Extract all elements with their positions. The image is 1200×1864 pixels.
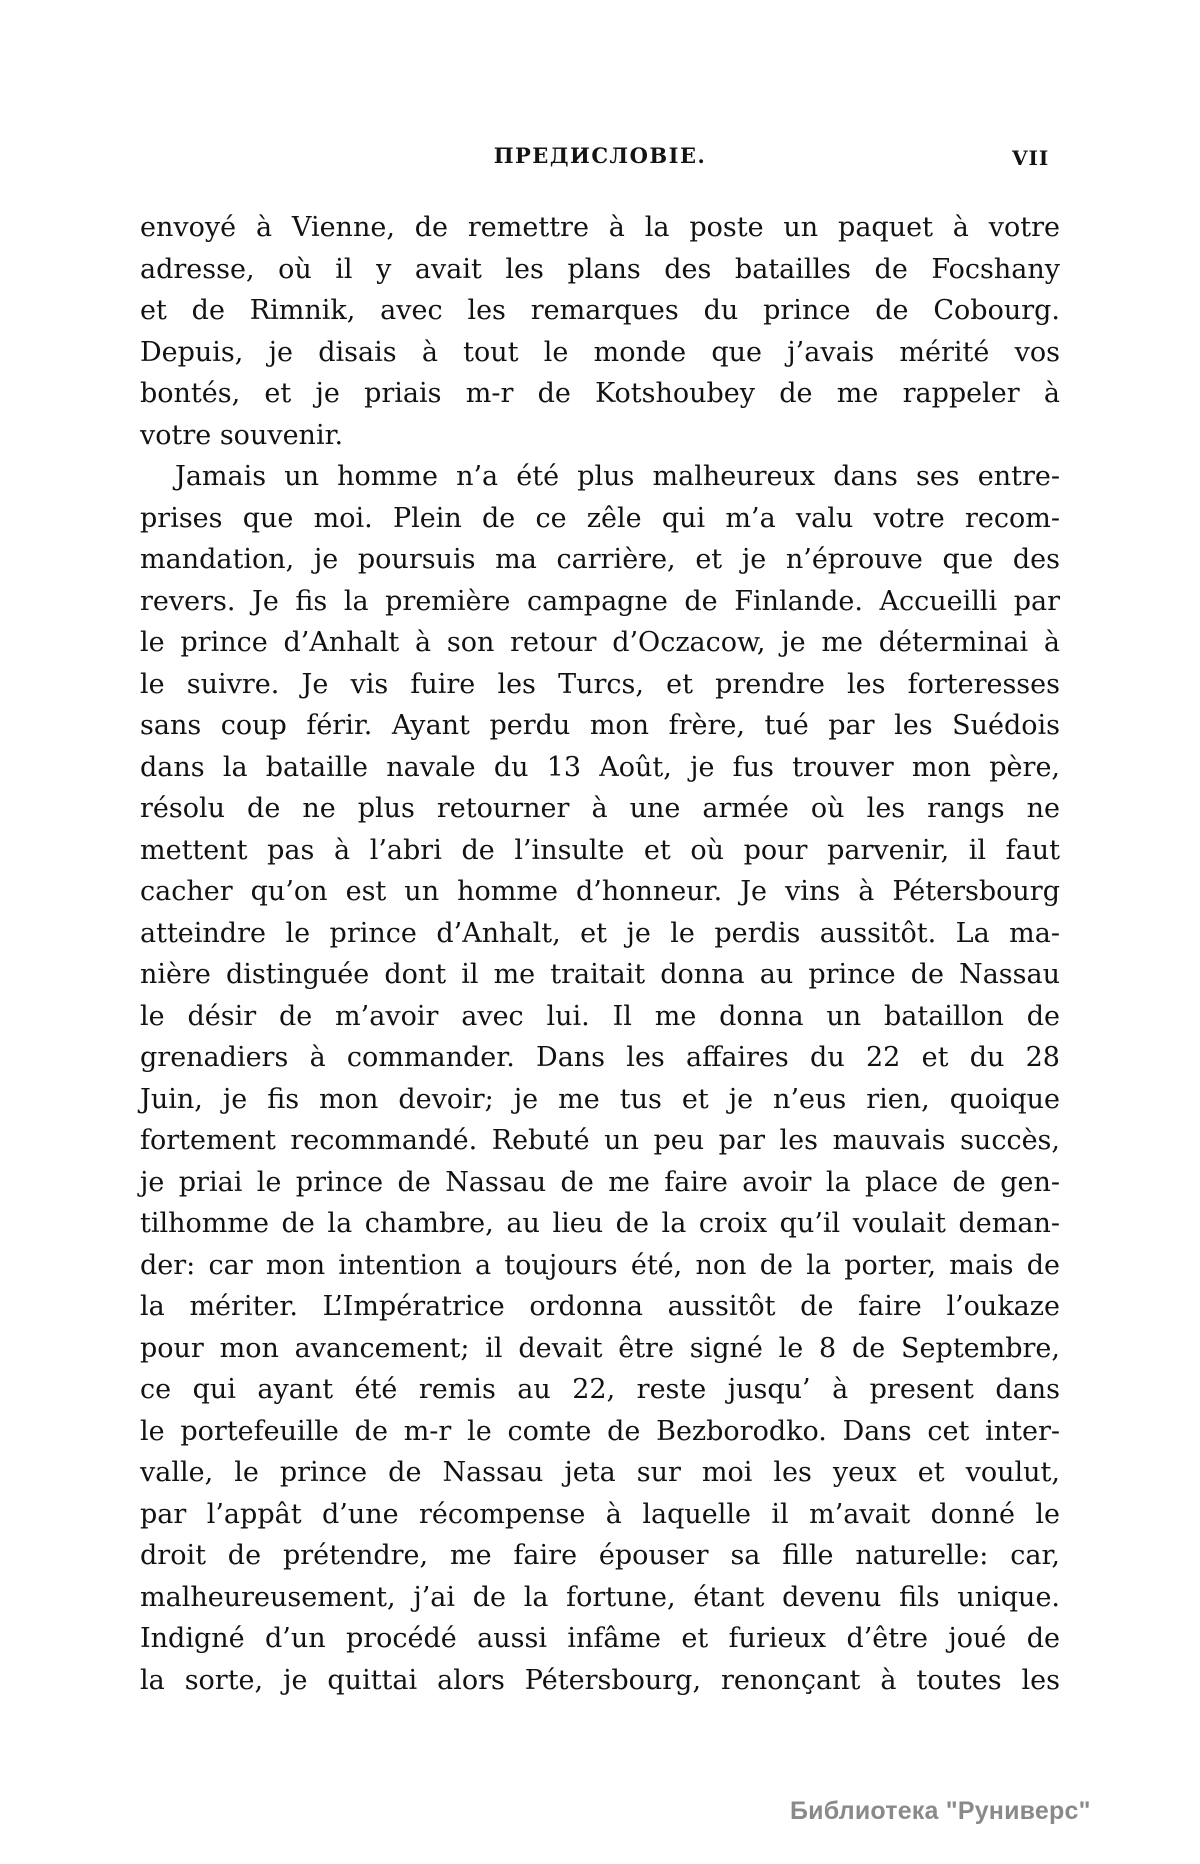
text-line: valle, le prince de Nassau jeta sur moi les yeux et voulut, bbox=[140, 1457, 1060, 1488]
library-watermark: Библиотека "Руниверс" bbox=[790, 1797, 1091, 1825]
text-line: la mériter. L’Impératrice ordonna aussitôt de faire l’oukaze bbox=[140, 1291, 1060, 1322]
text-line: adresse, où il y avait les plans des batailles de Focshany bbox=[140, 253, 1060, 285]
text-line: grenadiers à commander. Dans les affaires du 22 et du 28 bbox=[140, 1042, 1060, 1073]
text-line: et de Rimnik, avec les remarques du prince de Cobourg. bbox=[140, 295, 1060, 326]
text-line: mettent pas à l’abri de l’insulte et où pour parvenir, il faut bbox=[140, 834, 1060, 866]
text-line: der: car mon intention a toujours été, non de la porter, mais de bbox=[140, 1249, 1060, 1281]
text-line: bontés, et je priais m-r de Kotshoubey de me rappeler à bbox=[140, 378, 1060, 409]
text-line: fortement recommandé. Rebuté un peu par les mauvais succès, bbox=[140, 1125, 1060, 1156]
text-line: malheureusement, j’ai de la fortune, étant devenu fils unique. bbox=[140, 1581, 1060, 1613]
text-line: ce qui ayant été remis au 22, reste jusqu’ à present dans bbox=[140, 1374, 1060, 1405]
text-line: atteindre le prince d’Anhalt, et je le perdis aussitôt. La ma- bbox=[140, 917, 1060, 949]
text-line: le désir de m’avoir avec lui. Il me donna un bataillon de bbox=[140, 1000, 1060, 1032]
text-line: je priai le prince de Nassau de me faire avoir la place de gen- bbox=[140, 1166, 1060, 1198]
text-line: Depuis, je disais à tout le monde que j’avais mérité vos bbox=[140, 336, 1060, 368]
text-line: le suivre. Je vis fuire les Turcs, et prendre les forteresses bbox=[140, 668, 1060, 700]
text-line: votre souvenir. bbox=[140, 419, 344, 451]
text-line: par l’appât d’une récompense à laquelle il m’avait donné le bbox=[140, 1498, 1060, 1530]
text-line: Juin, je fis mon devoir; je me tus et je n’eus rien, quoique bbox=[140, 1083, 1060, 1115]
text-line: sans coup férir. Ayant perdu mon frère, tué par les Suédois bbox=[140, 710, 1060, 741]
text-line: résolu de ne plus retourner à une armée où les rangs ne bbox=[140, 793, 1060, 824]
text-line: cacher qu’on est un homme d’honneur. Je vins à Pétersbourg bbox=[140, 876, 1060, 907]
text-line: mandation, je poursuis ma carrière, et je n’éprouve que des bbox=[140, 544, 1060, 575]
text-line: revers. Je fis la première campagne de Finlande. Accueilli par bbox=[140, 585, 1060, 617]
text-line: nière distinguée dont il me traitait donna au prince de Nassau bbox=[140, 959, 1060, 990]
text-line: Jamais un homme n’a été plus malheureux dans ses entre- bbox=[175, 461, 1060, 492]
text-line: Indigné d’un procédé aussi infâme et furieux d’être joué de bbox=[140, 1623, 1060, 1654]
text-line: le prince d’Anhalt à son retour d’Oczacow, je me déterminai à bbox=[140, 627, 1060, 658]
text-line: prises que moi. Plein de ce zêle qui m’a valu votre recom- bbox=[140, 502, 1060, 534]
text-line: le portefeuille de m-r le comte de Bezborodko. Dans cet inter- bbox=[140, 1415, 1060, 1447]
body-text bbox=[140, 207, 1060, 1701]
text-line: envoyé à Vienne, de remettre à la poste un paquet à votre bbox=[140, 212, 1060, 243]
text-line: dans la bataille navale du 13 Août, je fus trouver mon père, bbox=[140, 751, 1060, 783]
page-title: ПРЕДИСЛОВІЕ. bbox=[493, 143, 707, 168]
text-line: tilhomme de la chambre, au lieu de la croix qu’il voulait deman- bbox=[140, 1208, 1060, 1239]
text-line: pour mon avancement; il devait être signé le 8 de Septembre, bbox=[140, 1332, 1060, 1364]
text-line: la sorte, je quittai alors Pétersbourg, renonçant à toutes les bbox=[140, 1664, 1060, 1696]
page-number: VII bbox=[1012, 146, 1050, 170]
text-line: droit de prétendre, me faire épouser sa fille naturelle: car, bbox=[140, 1540, 1060, 1571]
